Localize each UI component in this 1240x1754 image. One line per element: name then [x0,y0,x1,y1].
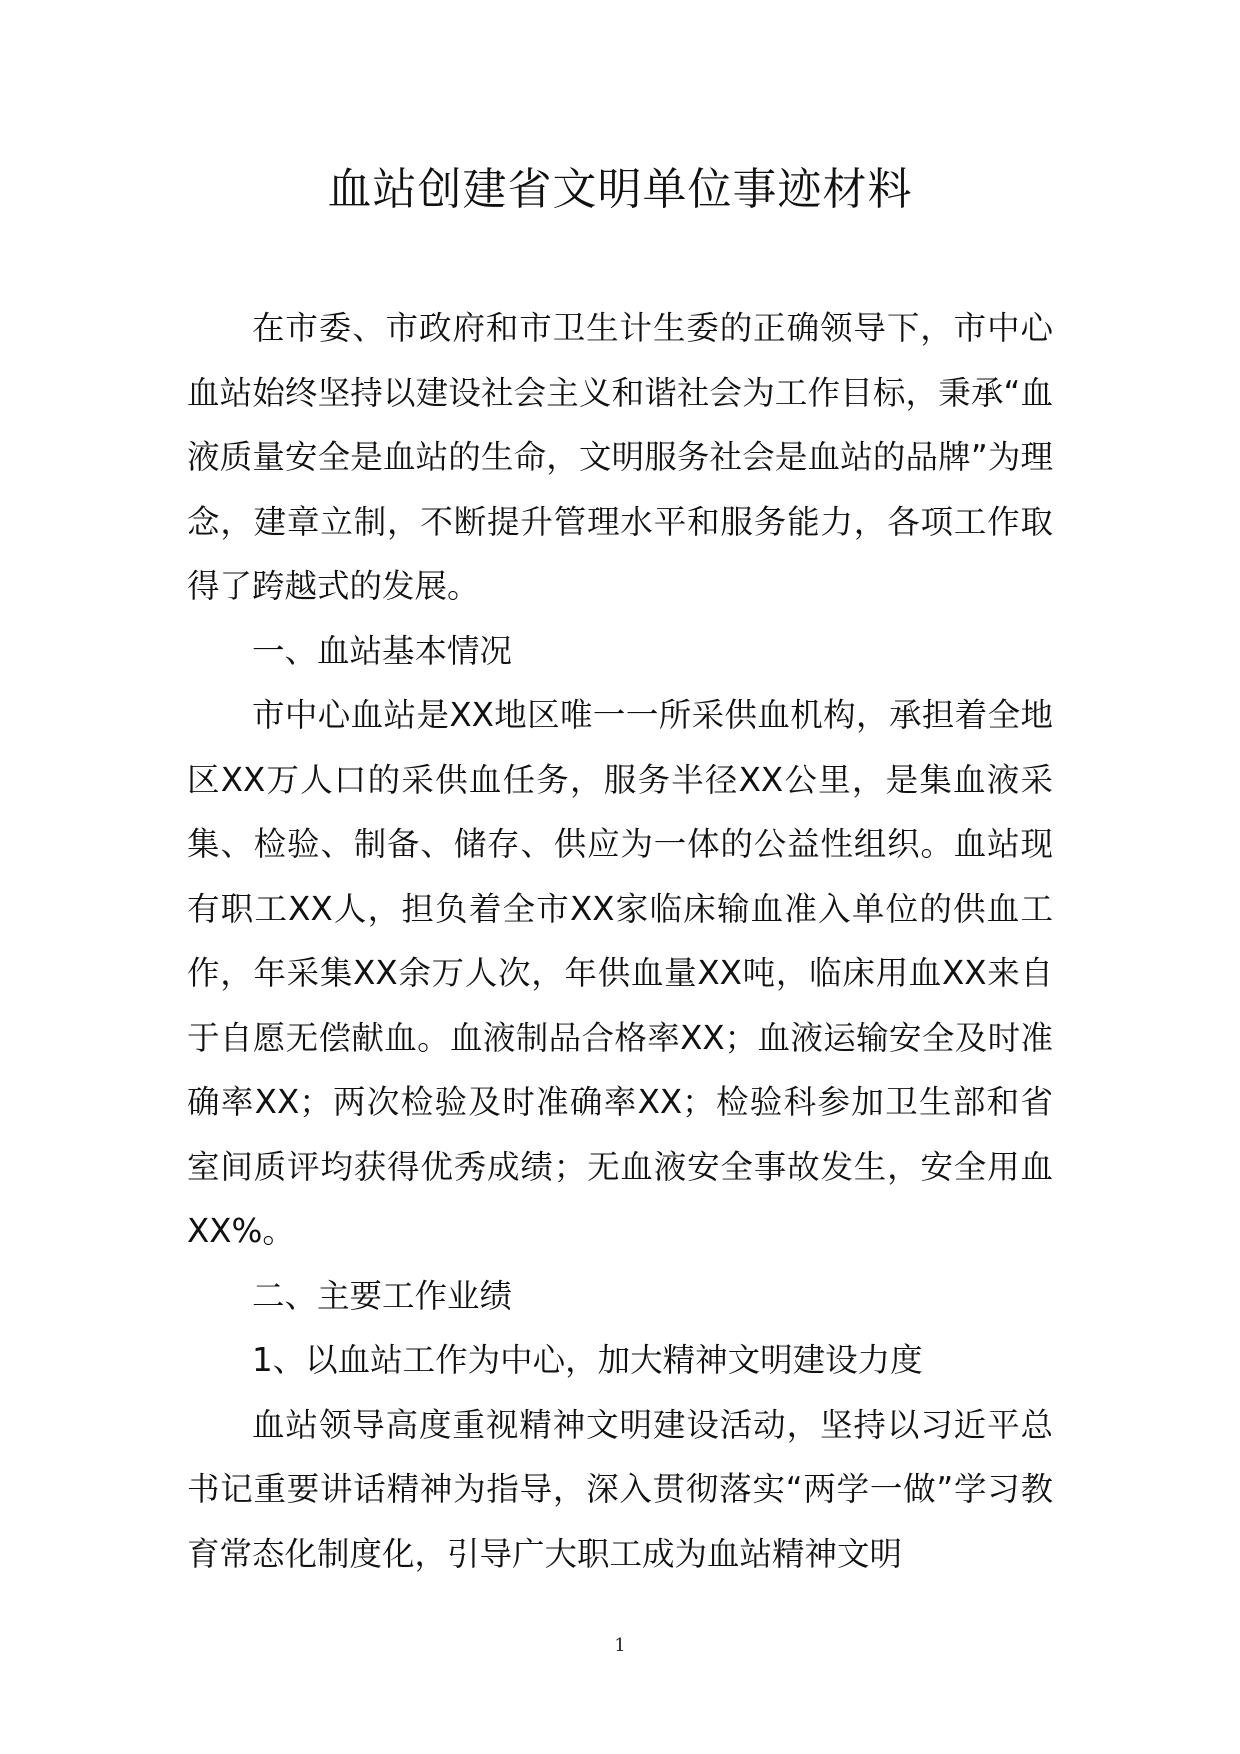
section-heading-2: 二、主要工作业绩 [252,1276,513,1315]
paragraph-basic-info: 市中心血站是XX地区唯一一所采供血机构，承担着全地区XX万人口的采供血任务，服务半径XX公里，是集血液采集、检验、制备、储存、供应为一体的公益性组织。血站现有职工XX人，担负着全市XX家临床输血准入单位的供血工作，年采集XX余万人次，年供血量XX吨，临床用血XX来自于自愿无偿献血。血液制品合格率XX；血液运输安全及时准确率XX；两次检验及时准确率XX；检验科参加卫生部和省室间质评均获得优秀成绩；无血液安全事故发生，安全用血XX%。 [187,696,1053,1250]
page-number: 1 [614,1635,626,1656]
document-title: 血站创建省文明单位事迹材料 [327,164,913,215]
section-heading-1: 一、血站基本情况 [252,631,513,670]
document-body [187,296,1053,1586]
subsection-heading-1: 1、以血站工作为中心，加大精神文明建设力度 [252,1341,923,1379]
paragraph-spiritual-civilization: 血站领导高度重视精神文明建设活动，坚持以习近平总书记重要讲话精神为指导，深入贯彻落实“两学一做”学习教育常态化制度化，引导广大职工成为血站精神文明 [187,1405,1053,1573]
paragraph-intro: 在市委、市政府和市卫生计生委的正确领导下，市中心血站始终坚持以建设社会主义和谐社会为工作目标，秉承“血液质量安全是血站的生命，文明服务社会是血站的品牌”为理念，建章立制，不断提升管理水平和服务能力，各项工作取得了跨越式的发展。 [187,309,1053,605]
